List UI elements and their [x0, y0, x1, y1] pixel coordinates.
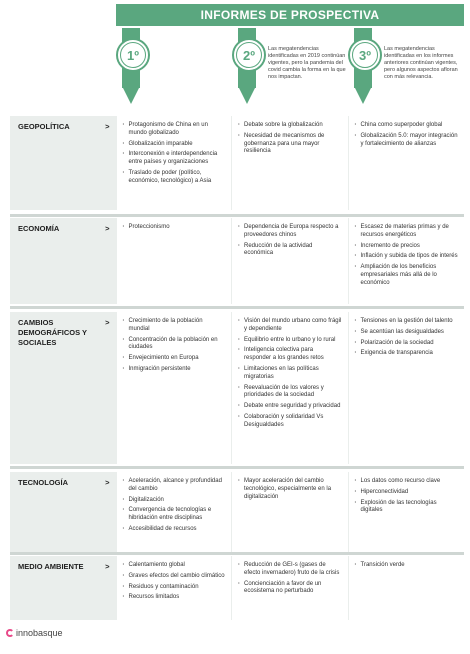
list-item: · Debate entre seguridad y privacidad [238, 403, 342, 411]
chevron-right-icon: > [105, 224, 110, 233]
list-item: · Convergencia de tecnologías e hibridación entre disciplinas [123, 507, 226, 523]
list-item: · Se acentúan las desigualdades [355, 329, 459, 337]
cell-report-3 [349, 312, 465, 464]
badge-note: Las megatendencias identificadas en los informes anteriores continúan vigentes, pero algunos aspectos afloran con más relevancia. [384, 46, 458, 80]
list-item: · Hiperconectividad [355, 489, 459, 497]
list-item: · Inmigración persistente [123, 366, 226, 374]
cell-report-1 [116, 218, 232, 304]
list-item: · Inteligencia colectiva para responder a los grandes retos [238, 347, 342, 363]
cell-report-3 [349, 116, 465, 210]
cell-report-3 [349, 218, 465, 304]
logo-mark-icon [6, 629, 14, 637]
report-title: INFORMES DE PROSPECTIVA [116, 4, 464, 26]
cell-report-2 [232, 218, 348, 304]
list-item: · Graves efectos del cambio climático [123, 573, 226, 581]
cell-report-3 [349, 472, 465, 552]
cell-report-1 [116, 472, 232, 552]
list-item: · Crecimiento de la población mundial [123, 318, 226, 334]
row-label: CAMBIOS DEMOGRÁFICOS Y SOCIALES > [18, 318, 110, 347]
badge-number: 2º [232, 38, 266, 72]
list-item: · Debate sobre la globalización [238, 122, 342, 130]
row-label: ECONOMÍA > [18, 224, 110, 233]
list-item: · Globalización imparable [123, 141, 226, 149]
list-item: · Incremento de precios [355, 243, 459, 251]
list-item: · Interconexión e interdependencia entre países y organizaciones [123, 151, 226, 167]
list-item: · Aceleración, alcance y profundidad del cambio [123, 478, 226, 494]
list-item: · Reevaluación de los valores y prioridades de la sociedad [238, 385, 342, 401]
row-label: GEOPOLÍTICA > [18, 122, 110, 131]
badge-report-1 [116, 28, 232, 112]
row-cambios-demograficos [10, 312, 464, 464]
badge-note: Las megatendencias identificadas en 2019 continúan vigentes, pero la pandemia del covid cambia la forma en la que nos impactan. [268, 46, 346, 80]
list-item: · Concentración de la población en ciudades [123, 337, 226, 353]
list-item: · Globalización 5.0: mayor integración y fortalecimiento de alianzas [355, 133, 459, 149]
list-item: · Equilibrio entre lo urbano y lo rural [238, 337, 342, 345]
badge-report-2 [232, 28, 348, 112]
row-medio-ambiente [10, 556, 464, 620]
list-item: · Ampliación de los beneficios empresariales más allá de lo económico [355, 264, 459, 287]
cell-report-1 [116, 556, 232, 620]
cell-report-1 [116, 312, 232, 464]
list-item: · Residuos y contaminación [123, 584, 226, 592]
row-geopolitica [10, 116, 464, 210]
list-item: · Calentamiento global [123, 562, 226, 570]
list-item: · Exigencia de transparencia [355, 350, 459, 358]
row-economia [10, 218, 464, 304]
list-item: · Inflación y subida de tipos de interés [355, 253, 459, 261]
cell-report-3 [349, 556, 465, 620]
chevron-right-icon: > [105, 478, 110, 487]
badge-number: 3º [348, 38, 382, 72]
row-tecnologia [10, 472, 464, 552]
chevron-right-icon: > [105, 562, 110, 571]
row-label: MEDIO AMBIENTE > [18, 562, 110, 571]
list-item: · Colaboración y solidaridad Vs Desigualdades [238, 414, 342, 430]
list-item: · Necesidad de mecanismos de gobernanza para una mayor resiliencia [238, 133, 342, 156]
chevron-right-icon: > [105, 318, 110, 327]
list-item: · Reducción de la actividad económica [238, 243, 342, 259]
list-item: · Envejecimiento en Europa [123, 355, 226, 363]
list-item: · Polarización de la sociedad [355, 340, 459, 348]
list-item: · Los datos como recurso clave [355, 478, 459, 486]
list-item: · Escasez de materias primas y de recursos energéticos [355, 224, 459, 240]
list-item: · Explosión de las tecnologías digitales [355, 500, 459, 516]
list-item: · Digitalización [123, 497, 226, 505]
cell-report-2 [232, 556, 348, 620]
innobasque-logo: innobasque [6, 628, 63, 638]
list-item: · Concienciación a favor de un ecosistema no perturbado [238, 581, 342, 597]
list-item: · Proteccionismo [123, 224, 226, 232]
list-item: · Limitaciones en las políticas migratorias [238, 366, 342, 382]
cell-report-2 [232, 116, 348, 210]
list-item: · Dependencia de Europa respecto a proveedores chinos [238, 224, 342, 240]
list-item: · Transición verde [355, 562, 459, 570]
cell-report-2 [232, 472, 348, 552]
list-item: · Tensiones en la gestión del talento [355, 318, 459, 326]
chevron-right-icon: > [105, 122, 110, 131]
cell-report-1 [116, 116, 232, 210]
row-label: TECNOLOGÍA > [18, 478, 110, 487]
list-item: · Reducción de GEI-s (gases de efecto invernadero) fruto de la crisis [238, 562, 342, 578]
badge-number: 1º [116, 38, 150, 72]
badge-report-3 [348, 28, 464, 112]
list-item: · China como superpoder global [355, 122, 459, 130]
list-item: · Visión del mundo urbano como frágil y dependiente [238, 318, 342, 334]
list-item: · Mayor aceleración del cambio tecnológico, especialmente en la digitalización [238, 478, 342, 501]
list-item: · Protagonismo de China en un mundo globalizado [123, 122, 226, 138]
list-item: · Recursos limitados [123, 594, 226, 602]
list-item: · Accesibilidad de recursos [123, 526, 226, 534]
list-item: · Traslado de poder (político, económico, tecnológico) a Asia [123, 170, 226, 186]
cell-report-2 [232, 312, 348, 464]
